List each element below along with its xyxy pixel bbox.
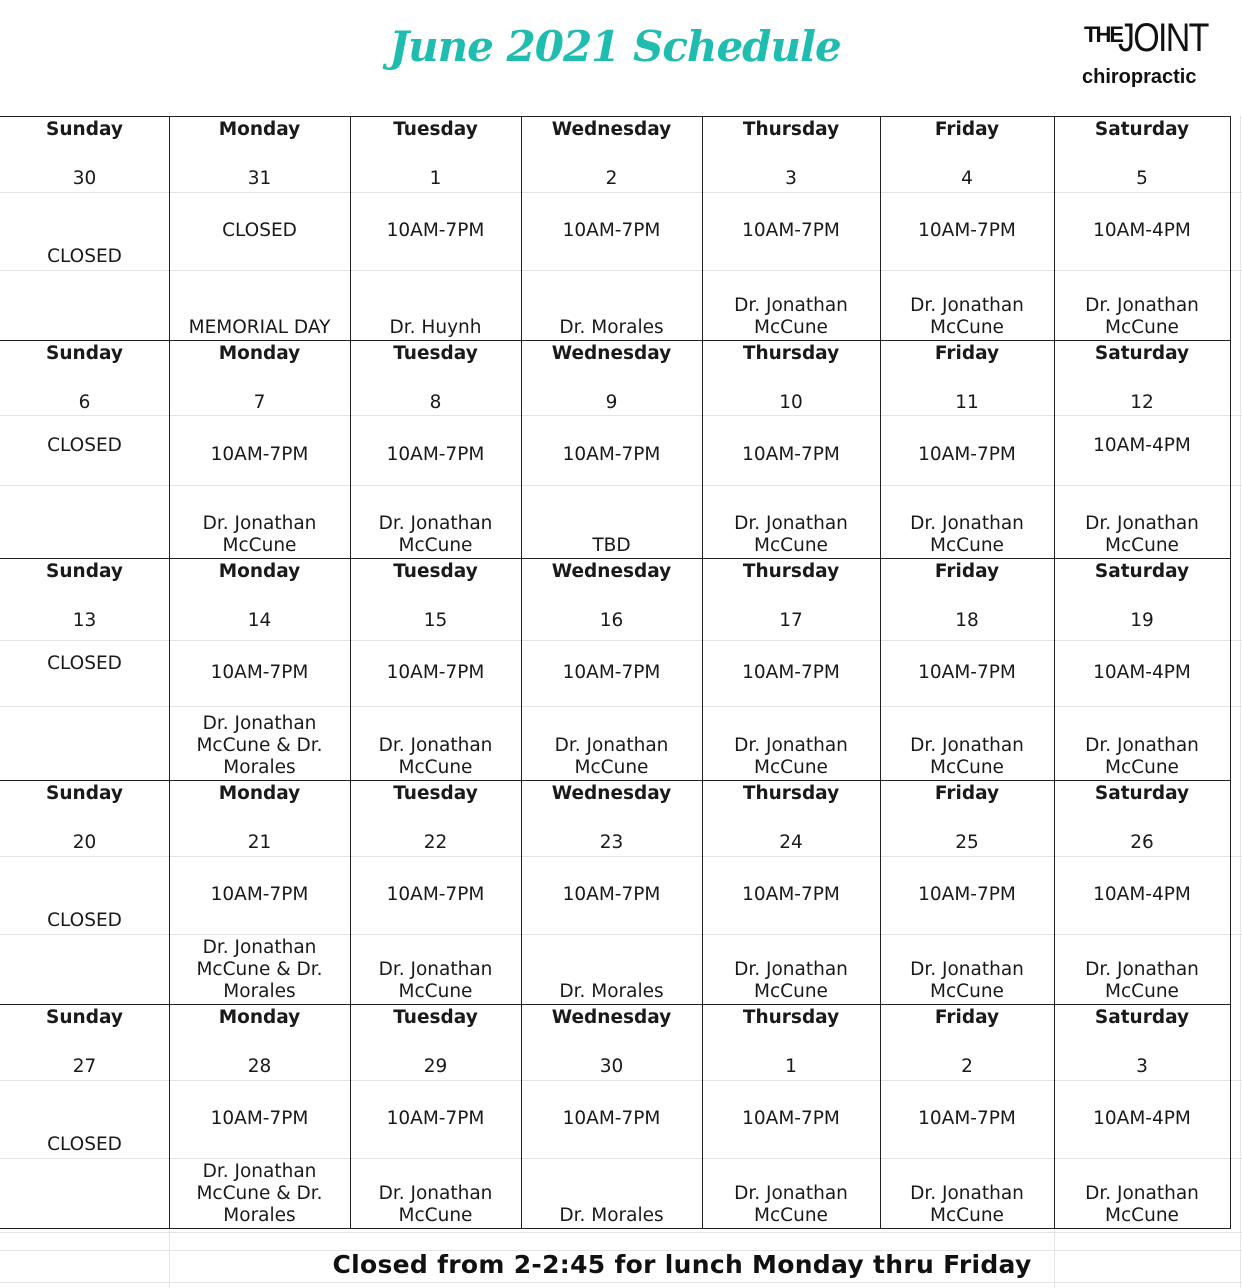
doctor-cell [358, 691, 513, 779]
day-name-thursday: Thursday [742, 119, 840, 140]
day-name-friday: Friday [934, 119, 1000, 140]
faint-gridline [0, 640, 1242, 641]
doctor-text: Dr. Jonathan McCune & Dr. Morales [196, 937, 323, 1002]
doctor-text: Dr. Jonathan McCune [378, 735, 493, 778]
hours-text: 10AM-7PM [742, 662, 840, 683]
date-number: 13 [72, 610, 97, 631]
date-number: 21 [247, 832, 272, 853]
date-number: 22 [423, 832, 448, 853]
doctor-cell [1062, 469, 1222, 557]
day-name-wednesday: Wednesday [551, 119, 672, 140]
day-name-saturday: Saturday [1094, 783, 1190, 804]
day-name-saturday: Saturday [1094, 119, 1190, 140]
doctor-cell [1062, 915, 1222, 1003]
doctor-text: Dr. Jonathan McCune [734, 959, 848, 1002]
doctor-text: Dr. Jonathan McCune [734, 295, 848, 338]
hours-text: 10AM-7PM [386, 884, 485, 905]
page-title: June 2021 Schedule [389, 22, 841, 71]
doctor-cell [888, 251, 1046, 339]
closed-status: CLOSED [47, 435, 122, 456]
week-border [0, 558, 1231, 559]
closed-status: CLOSED [47, 1134, 122, 1155]
doctor-text: Dr. Jonathan McCune [910, 513, 1024, 556]
doctor-text: Dr. Jonathan McCune [734, 735, 848, 778]
hours-text: 10AM-7PM [918, 1108, 1016, 1129]
doctor-cell [888, 691, 1046, 779]
doctor-cell [710, 251, 872, 339]
doctor-cell [529, 915, 694, 1003]
faint-gridline [0, 192, 1242, 193]
date-number: 23 [599, 832, 624, 853]
hours-text: 10AM-7PM [386, 662, 485, 683]
day-name-monday: Monday [218, 561, 301, 582]
faint-gridline [0, 415, 1242, 416]
doctor-cell [529, 1139, 694, 1227]
hours-text: 10AM-7PM [742, 1108, 840, 1129]
doctor-text: Dr. Morales [559, 317, 664, 338]
day-name-thursday: Thursday [742, 783, 840, 804]
day-name-monday: Monday [218, 119, 301, 140]
day-name-monday: Monday [218, 343, 301, 364]
week-border [0, 780, 1231, 781]
hours-text: 10AM-4PM [1093, 662, 1191, 683]
closed-status: CLOSED [47, 910, 122, 931]
date-number: 10 [779, 392, 803, 413]
doctor-cell [529, 469, 694, 557]
doctor-cell [177, 691, 342, 779]
doctor-cell [710, 469, 872, 557]
doctor-text: Dr. Jonathan McCune [1085, 295, 1199, 338]
date-number: 18 [955, 610, 979, 631]
date-number: 7 [253, 392, 266, 413]
hours-text: 10AM-7PM [918, 444, 1016, 465]
faint-gridline [1240, 116, 1241, 1288]
day-name-friday: Friday [934, 343, 1000, 364]
hours-text: 10AM-7PM [562, 1108, 661, 1129]
doctor-text: Dr. Morales [559, 981, 664, 1002]
date-number: 2 [961, 1056, 973, 1077]
date-number: 29 [423, 1056, 448, 1077]
column-border [1230, 116, 1231, 1228]
hours-text: 10AM-7PM [562, 662, 661, 683]
hours-text: 10AM-7PM [210, 1108, 309, 1129]
date-number: 17 [779, 610, 803, 631]
date-number: 15 [423, 610, 448, 631]
date-number: 28 [247, 1056, 272, 1077]
doctor-text: Dr. Huynh [389, 317, 482, 338]
date-number: 6 [78, 392, 91, 413]
day-name-monday: Monday [218, 783, 301, 804]
doctor-cell [177, 469, 342, 557]
day-name-friday: Friday [934, 1007, 1000, 1028]
doctor-cell [358, 1139, 513, 1227]
date-number: 30 [72, 168, 97, 189]
doctor-cell [1062, 1139, 1222, 1227]
doctor-text: Dr. Jonathan McCune [378, 1183, 493, 1226]
doctor-cell [358, 251, 513, 339]
day-name-tuesday: Tuesday [393, 1007, 478, 1028]
day-name-tuesday: Tuesday [393, 783, 478, 804]
doctor-text: Dr. Jonathan McCune [378, 513, 493, 556]
hours-text: 10AM-7PM [742, 220, 840, 241]
date-number: 3 [785, 168, 797, 189]
day-name-wednesday: Wednesday [551, 343, 672, 364]
week-border [0, 116, 1231, 117]
hours-text: 10AM-7PM [562, 444, 661, 465]
day-name-thursday: Thursday [742, 561, 840, 582]
day-name-sunday: Sunday [46, 783, 123, 804]
week-border [0, 1004, 1231, 1005]
doctor-text: Dr. Jonathan McCune [554, 735, 669, 778]
day-name-sunday: Sunday [46, 561, 123, 582]
lunch-closure-note: Closed from 2-2:45 for lunch Monday thru Friday [332, 1250, 1032, 1279]
closed-status: CLOSED [47, 246, 122, 267]
date-number: 24 [779, 832, 803, 853]
date-number: 25 [955, 832, 979, 853]
hours-text: 10AM-7PM [918, 884, 1016, 905]
doctor-text: TBD [592, 535, 631, 556]
date-number: 19 [1130, 610, 1154, 631]
logo-the-text: THE [1084, 22, 1122, 47]
day-name-sunday: Sunday [46, 119, 123, 140]
doctor-cell [358, 469, 513, 557]
date-number: 9 [605, 392, 618, 413]
doctor-cell [529, 251, 694, 339]
doctor-cell [177, 915, 342, 1003]
hours-text: 10AM-7PM [562, 220, 661, 241]
doctor-text: MEMORIAL DAY [188, 317, 331, 338]
doctor-text: Dr. Jonathan McCune [734, 513, 848, 556]
hours-text: 10AM-7PM [918, 662, 1016, 683]
doctor-text: Dr. Jonathan McCune [1085, 513, 1199, 556]
faint-gridline [0, 1080, 1242, 1081]
day-name-tuesday: Tuesday [393, 343, 478, 364]
day-name-friday: Friday [934, 561, 1000, 582]
day-name-monday: Monday [218, 1007, 301, 1028]
doctor-cell [177, 1139, 342, 1227]
doctor-text: Dr. Jonathan McCune [910, 959, 1024, 1002]
date-number: 5 [1136, 168, 1148, 189]
doctor-cell [529, 691, 694, 779]
date-number: 11 [955, 392, 979, 413]
day-name-sunday: Sunday [46, 1007, 123, 1028]
date-number: 8 [429, 392, 442, 413]
doctor-cell [177, 251, 342, 339]
doctor-cell [1062, 251, 1222, 339]
doctor-text: Dr. Jonathan McCune [202, 513, 317, 556]
doctor-text: Dr. Jonathan McCune [1085, 1183, 1199, 1226]
day-name-wednesday: Wednesday [551, 561, 672, 582]
logo-joint-text: JOINT [1118, 16, 1208, 60]
day-name-thursday: Thursday [742, 343, 840, 364]
faint-gridline [0, 856, 1242, 857]
day-name-saturday: Saturday [1094, 1007, 1190, 1028]
faint-gridline [0, 1232, 1242, 1233]
day-name-friday: Friday [934, 783, 1000, 804]
hours-text: 10AM-4PM [1093, 435, 1191, 456]
doctor-cell [888, 915, 1046, 1003]
doctor-cell [888, 469, 1046, 557]
doctor-text: Dr. Jonathan McCune [378, 959, 493, 1002]
date-number: 16 [599, 610, 624, 631]
hours-text: 10AM-7PM [742, 884, 840, 905]
doctor-text: Dr. Jonathan McCune [910, 295, 1024, 338]
hours-text: 10AM-7PM [742, 444, 840, 465]
date-number: 2 [605, 168, 618, 189]
date-number: 1 [785, 1056, 797, 1077]
doctor-text: Dr. Jonathan McCune [910, 735, 1024, 778]
doctor-text: Dr. Morales [559, 1205, 664, 1226]
hours-text: 10AM-7PM [386, 444, 485, 465]
doctor-text: Dr. Jonathan McCune [1085, 735, 1199, 778]
day-name-saturday: Saturday [1094, 343, 1190, 364]
date-number: 31 [247, 168, 272, 189]
doctor-cell [710, 1139, 872, 1227]
faint-gridline [169, 1228, 170, 1288]
hours-text: 10AM-4PM [1093, 884, 1191, 905]
hours-text: 10AM-7PM [386, 1108, 485, 1129]
doctor-text: Dr. Jonathan McCune & Dr. Morales [196, 713, 323, 778]
doctor-cell [710, 915, 872, 1003]
date-number: 3 [1136, 1056, 1148, 1077]
day-name-tuesday: Tuesday [393, 119, 478, 140]
doctor-cell [710, 691, 872, 779]
doctor-text: Dr. Jonathan McCune [734, 1183, 848, 1226]
doctor-cell [358, 915, 513, 1003]
hours-text: 10AM-7PM [918, 220, 1016, 241]
hours-text: 10AM-7PM [210, 662, 309, 683]
day-name-sunday: Sunday [46, 343, 123, 364]
week-border [0, 1228, 1231, 1229]
date-number: 30 [599, 1056, 624, 1077]
doctor-cell [888, 1139, 1046, 1227]
date-number: 14 [247, 610, 272, 631]
week-border [0, 340, 1231, 341]
day-name-tuesday: Tuesday [393, 561, 478, 582]
doctor-text: Dr. Jonathan McCune [1085, 959, 1199, 1002]
day-name-wednesday: Wednesday [551, 1007, 672, 1028]
date-number: 26 [1130, 832, 1154, 853]
doctor-cell [1062, 691, 1222, 779]
day-name-wednesday: Wednesday [551, 783, 672, 804]
doctor-text: Dr. Jonathan McCune [910, 1183, 1024, 1226]
hours-text: 10AM-4PM [1093, 1108, 1191, 1129]
hours-text: 10AM-7PM [386, 220, 485, 241]
doctor-text: Dr. Jonathan McCune & Dr. Morales [196, 1161, 323, 1226]
closed-status: CLOSED [47, 653, 122, 674]
day-name-thursday: Thursday [742, 1007, 840, 1028]
date-number: 4 [961, 168, 973, 189]
hours-text: 10AM-7PM [562, 884, 661, 905]
hours-text: 10AM-7PM [210, 444, 309, 465]
date-number: 12 [1130, 392, 1154, 413]
faint-gridline [0, 1282, 1242, 1283]
hours-text: CLOSED [222, 220, 297, 241]
date-number: 20 [72, 832, 97, 853]
hours-text: 10AM-7PM [210, 884, 309, 905]
date-number: 1 [429, 168, 442, 189]
logo-chiropractic-text: chiropractic [1082, 66, 1197, 88]
date-number: 27 [72, 1056, 97, 1077]
day-name-saturday: Saturday [1094, 561, 1190, 582]
hours-text: 10AM-4PM [1093, 220, 1191, 241]
